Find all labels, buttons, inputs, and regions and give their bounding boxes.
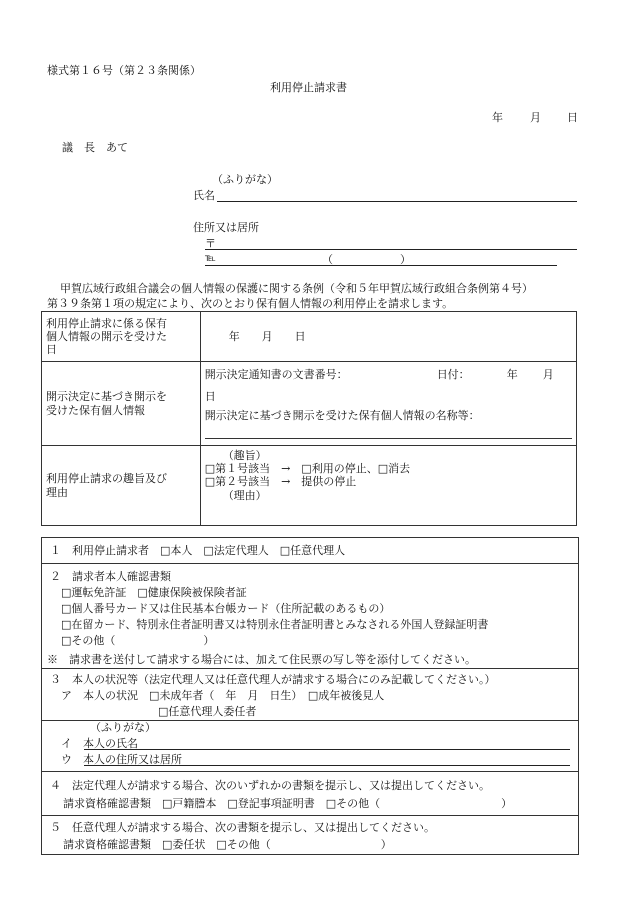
- person-status-line[interactable]: ア 本人の状況 □未成年者（ 年 月 日生） □成年被後見人: [61, 689, 385, 702]
- intro-line-1: 甲賀広域行政組合議会の個人情報の保護に関する条例（令和５年甲賀広域行政組合条例第４号）: [60, 282, 533, 295]
- table-row: [42, 446, 577, 526]
- section-5-heading: ５ 任意代理人が請求する場合、次の書類を提示し、又は提出してください。: [50, 821, 435, 834]
- address-label: 住所又は居所: [193, 221, 259, 234]
- furigana-label: （ふりがな）: [212, 173, 278, 186]
- row1-label: [42, 312, 201, 362]
- section-2-heading: ２ 請求者本人確認書類: [50, 570, 171, 583]
- doc-number-label: 開示決定通知書の文書番号：: [204, 368, 348, 381]
- tel-close: ）: [400, 253, 411, 266]
- info-name-line: [205, 438, 572, 439]
- name-label: 氏名: [193, 189, 215, 202]
- option-item-2[interactable]: □第２号該当 → 提供の停止: [204, 475, 357, 489]
- table-row: [42, 312, 577, 362]
- person-status-line-2[interactable]: □任意代理人委任者: [158, 705, 257, 718]
- date-label: 日付：: [436, 368, 470, 381]
- date-month: 月: [530, 111, 541, 124]
- divider: [41, 668, 578, 669]
- row2-label-line: 開示決定に基づき開示を: [46, 390, 167, 404]
- row1-date-cell[interactable]: [200, 312, 576, 362]
- person-name-label: イ 本人の氏名: [61, 737, 138, 750]
- tel-field[interactable]: [205, 265, 557, 266]
- row1-label-line: 利用停止請求に係る保有: [46, 316, 167, 330]
- person-address-field[interactable]: [84, 765, 570, 766]
- id-doc-line-4[interactable]: □その他（ ）: [61, 634, 215, 647]
- row3-label: [42, 446, 201, 526]
- section-5-docs[interactable]: 請求資格確認書類 □委任状 □その他（ ）: [63, 838, 392, 851]
- divider: [41, 563, 578, 564]
- row2-label-line: 受けた保有個人情報: [46, 403, 145, 417]
- row2-label: [42, 362, 201, 446]
- date-year: 年: [492, 111, 503, 124]
- address-field[interactable]: [205, 249, 577, 250]
- reason-label: （理由）: [222, 488, 267, 502]
- postal-mark: 〒: [205, 237, 216, 250]
- id-doc-line-2[interactable]: □個人番号カード又は住民基本台帳カード（住所記載のあるもの）: [61, 602, 391, 615]
- intro-line-2: 第３９条第１項の規定により、次のとおり保有個人情報の利用停止を請求します。: [47, 297, 454, 310]
- date-day: 日: [567, 111, 578, 124]
- purpose-label: （趣旨）: [222, 449, 267, 462]
- row2-year: 年: [506, 368, 518, 381]
- section-3-heading: ３ 本人の状況等（法定代理人又は任意代理人が請求する場合にのみ記載してください。）: [50, 673, 496, 686]
- form-number: 様式第１６号（第２３条関係）: [47, 64, 201, 77]
- row3-label-line: 利用停止請求の趣旨及び: [46, 472, 167, 486]
- request-table: [41, 311, 577, 526]
- row2-month: 月: [542, 368, 554, 381]
- section-4-heading: ４ 法定代理人が請求する場合、次のいずれかの書類を提示し、又は提出してください。: [50, 779, 490, 792]
- id-doc-line-3[interactable]: □在留カード、特別永住者証明書又は特別永住者証明書とみなされる外国人登録証明書: [61, 618, 489, 631]
- person-address-label: ウ 本人の住所又は居所: [61, 753, 182, 766]
- row1-date: 年 月 日: [228, 329, 306, 343]
- row2-content-cell[interactable]: [200, 362, 576, 446]
- person-name-field[interactable]: [84, 749, 570, 750]
- row3-content-cell[interactable]: [200, 446, 576, 526]
- tel-open: （: [322, 253, 333, 266]
- section-2-note: ※ 請求書を送付して請求する場合には、加えて住民票の写し等を添付してください。: [47, 653, 476, 666]
- divider: [41, 771, 578, 772]
- page-title: 利用停止請求書: [270, 81, 347, 94]
- tel-mark: ℡: [205, 253, 216, 264]
- section-1[interactable]: １ 利用停止請求者 □本人 □法定代理人 □任意代理人: [50, 544, 346, 557]
- info-name-label: 開示決定に基づき開示を受けた保有個人情報の名称等：: [204, 409, 480, 423]
- option-item-1[interactable]: □第１号該当 → □利用の停止、□消去: [204, 462, 411, 476]
- addressee: 議 長 あて: [62, 141, 128, 154]
- id-doc-line-1[interactable]: □運転免許証 □健康保険被保険者証: [61, 586, 247, 599]
- section-4-docs[interactable]: 請求資格確認書類 □戸籍謄本 □登記事項証明書 □その他（ ）: [63, 797, 513, 810]
- row2-day: 日: [204, 390, 216, 403]
- name-field[interactable]: [217, 201, 577, 202]
- row1-label-line: 日: [46, 343, 57, 357]
- row3-label-line: 理由: [46, 485, 68, 499]
- section-3-furigana: （ふりがな）: [90, 721, 156, 734]
- row1-label-line: 個人情報の開示を受けた: [46, 329, 167, 343]
- table-row: [42, 362, 577, 446]
- divider: [41, 815, 578, 816]
